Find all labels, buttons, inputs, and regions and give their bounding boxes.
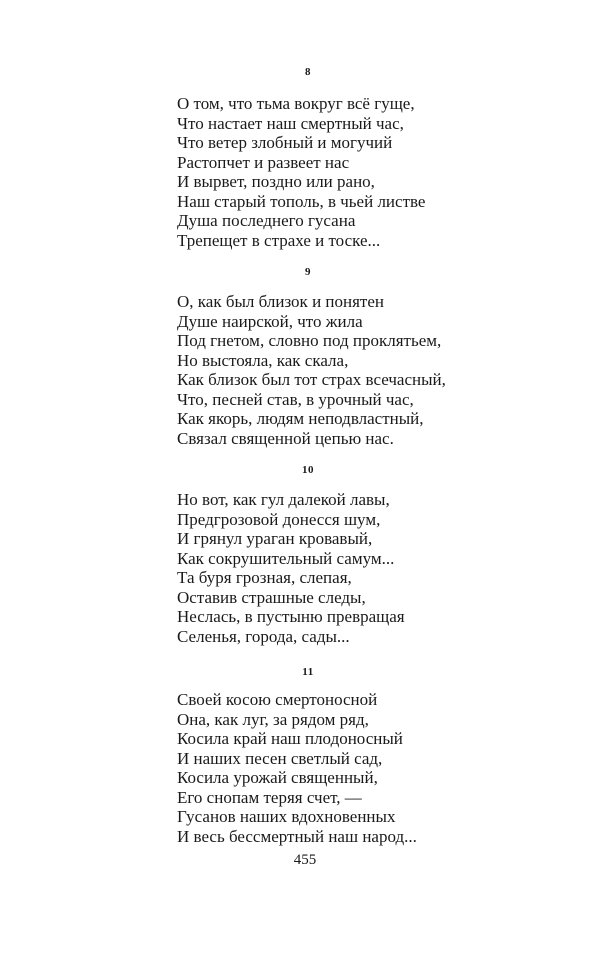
poem-line: Косила край наш плодоносный xyxy=(177,729,403,748)
poem-line: Гусанов наших вдохновенных xyxy=(177,807,396,826)
poem-line: Как якорь, людям неподвластный, xyxy=(177,409,424,428)
stanza-11 xyxy=(177,690,577,846)
poem-line: И вырвет, поздно или рано, xyxy=(177,172,375,191)
poem-line: Та буря грозная, слепая, xyxy=(177,568,352,587)
stanza-9 xyxy=(177,292,577,448)
poem-line: Трепещет в страхе и тоске... xyxy=(177,230,381,250)
poem-line: Под гнетом, словно под проклятьем, xyxy=(177,331,442,350)
poem-line: О том, что тьма вокруг всё гуще, xyxy=(177,94,415,113)
poem-line: Оставив страшные следы, xyxy=(177,587,366,607)
poem-line: Растопчет и развеет нас xyxy=(177,152,350,172)
poem-line: Предгрозовой донесся шум, xyxy=(177,509,381,529)
poem-line: Его снопам теряя счет, — xyxy=(177,787,362,807)
poem-line: Косила урожай священный, xyxy=(177,768,378,787)
poem-line: Но вот, как гул далекой лавы, xyxy=(177,490,390,509)
stanza-10 xyxy=(177,490,577,646)
poem-line: Что настает наш смертный час, xyxy=(177,113,404,133)
stanza-number-11: 11 xyxy=(302,666,314,678)
poem-line: Что, песней став, в урочный час, xyxy=(177,389,414,409)
poem-line: Но выстояла, как скала, xyxy=(177,350,349,370)
poem-line: И грянул ураган кровавый, xyxy=(177,529,373,548)
poem-line: Как близок был тот страх всечасный, xyxy=(177,370,446,389)
poem-line: И наших песен светлый сад, xyxy=(177,748,383,768)
page-number: 455 xyxy=(293,852,317,868)
poem-line: Что ветер злобный и могучий xyxy=(177,133,393,152)
stanza-number-9: 9 xyxy=(305,266,311,278)
stanza-8 xyxy=(177,94,577,250)
poem-line: Связал священной цепью нас. xyxy=(177,428,394,448)
stanza-number-10: 10 xyxy=(302,464,314,476)
poem-line: Наш старый тополь, в чьей листве xyxy=(177,191,426,211)
poem-line: Своей косою смертоносной xyxy=(177,690,378,709)
poem-line: О, как был близок и понятен xyxy=(177,292,385,311)
poem-line: Селенья, города, сады... xyxy=(177,626,350,646)
poem-line: Неслась, в пустыню превращая xyxy=(177,607,405,626)
poem-line: Душе наирской, что жила xyxy=(177,311,363,331)
poem-line: Как сокрушительный самум... xyxy=(177,548,395,568)
stanza-number-8: 8 xyxy=(305,66,311,78)
poem-line: И весь бессмертный наш народ... xyxy=(177,826,417,846)
poem-line: Душа последнего гусана xyxy=(177,211,356,230)
poem-line: Она, как луг, за рядом ряд, xyxy=(177,709,369,729)
